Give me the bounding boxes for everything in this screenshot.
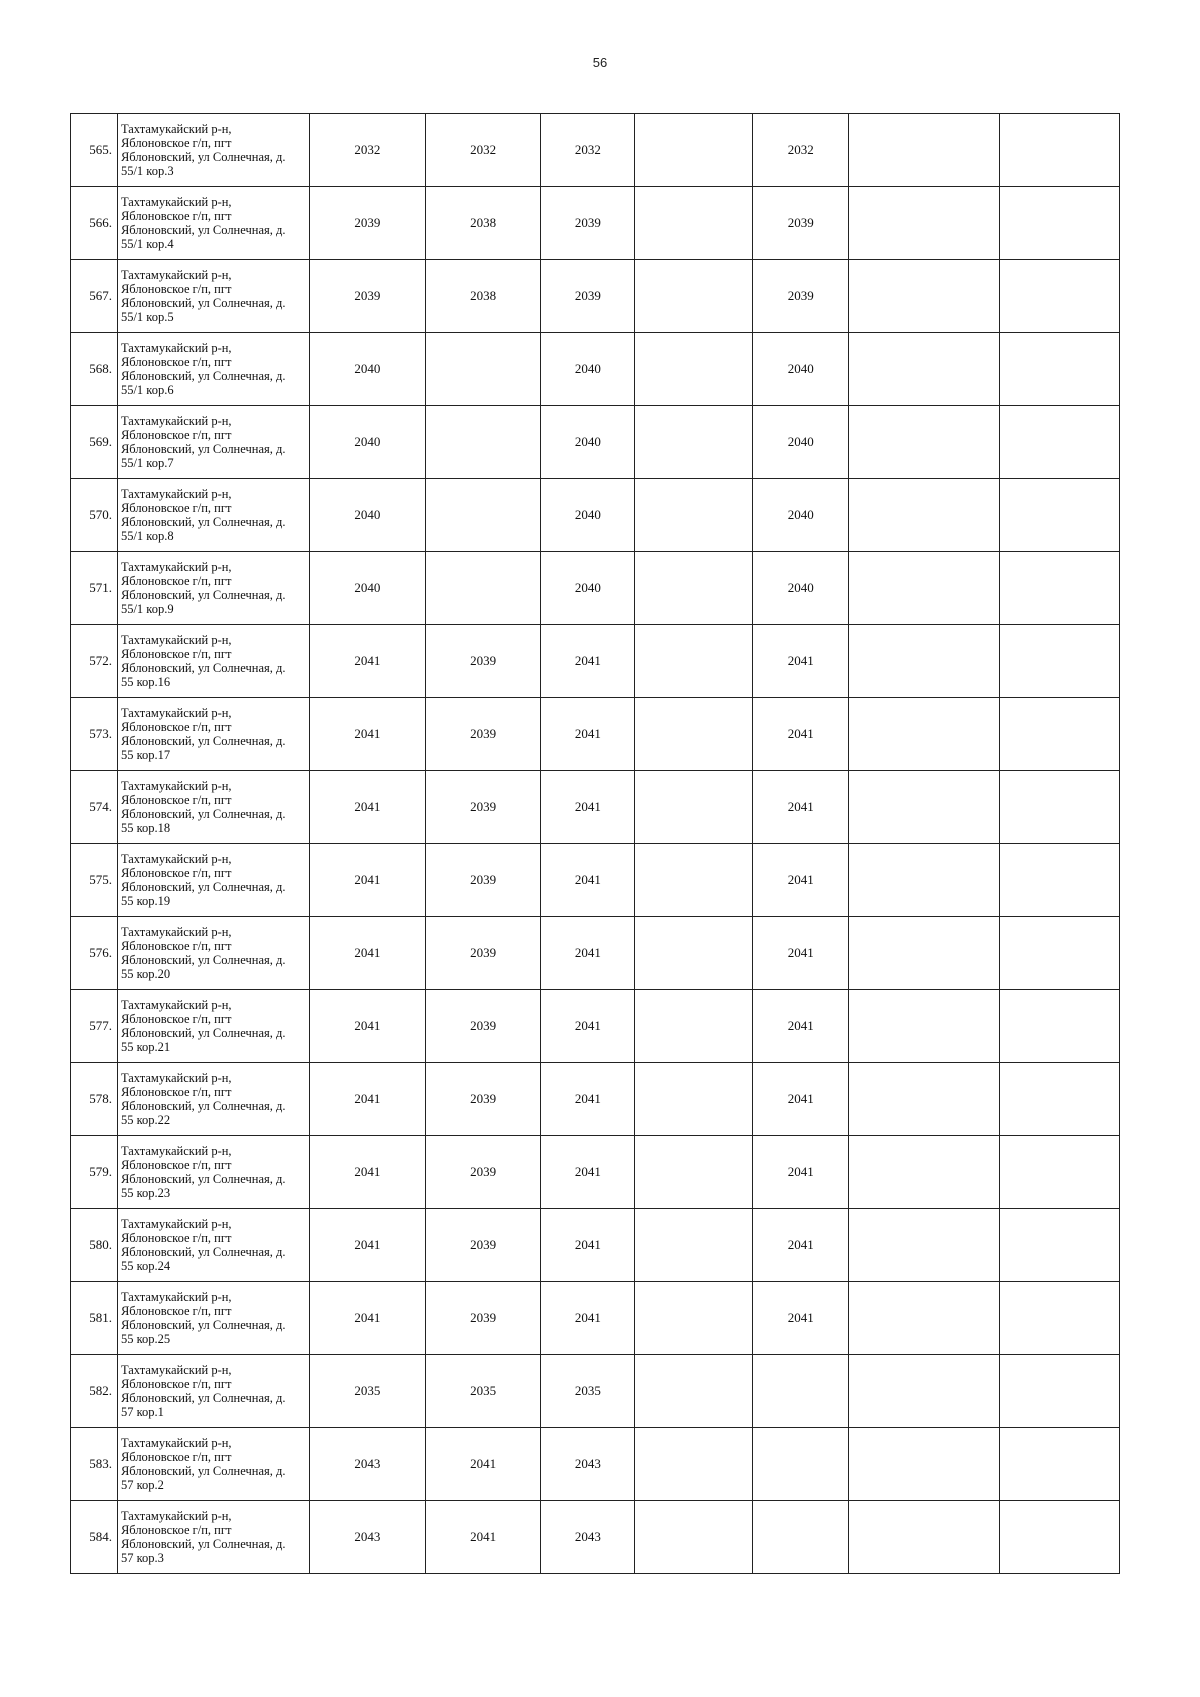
address-line: Тахтамукайский р-н,	[120, 852, 232, 866]
value-cell-5: 2040	[753, 479, 849, 552]
value-cell-1: 2041	[310, 1063, 426, 1136]
address-line: Яблоновский, ул Солнечная, д.	[120, 442, 286, 456]
value-cell-6	[849, 260, 1000, 333]
address-cell	[117, 333, 309, 406]
value-cell-5: 2041	[753, 625, 849, 698]
value-cell-5: 2032	[753, 114, 849, 187]
value-cell-6	[849, 1063, 1000, 1136]
value-cell-7	[999, 844, 1119, 917]
address-line: 57 кор.2	[120, 1478, 164, 1492]
row-number: 571.	[71, 552, 118, 625]
value-cell-1: 2040	[310, 406, 426, 479]
value-cell-3: 2039	[541, 260, 635, 333]
value-cell-2: 2035	[425, 1355, 541, 1428]
value-cell-2: 2039	[425, 1209, 541, 1282]
address-cell	[117, 1063, 309, 1136]
address-line: Яблоновское г/п, пгт	[120, 1085, 232, 1099]
row-number: 583.	[71, 1428, 118, 1501]
value-cell-2: 2038	[425, 187, 541, 260]
address-line: Яблоновское г/п, пгт	[120, 647, 232, 661]
value-cell-4	[635, 625, 753, 698]
address-line: Яблоновское г/п, пгт	[120, 1450, 232, 1464]
value-cell-6	[849, 552, 1000, 625]
value-cell-6	[849, 698, 1000, 771]
address-cell	[117, 1136, 309, 1209]
value-cell-7	[999, 1501, 1119, 1574]
value-cell-2: 2039	[425, 1282, 541, 1355]
address-line: Тахтамукайский р-н,	[120, 998, 232, 1012]
page-number: 56	[592, 55, 608, 70]
address-line: Яблоновское г/п, пгт	[120, 1523, 232, 1537]
address-line: 55 кор.21	[120, 1040, 171, 1054]
row-number: 579.	[71, 1136, 118, 1209]
value-cell-5: 2039	[753, 260, 849, 333]
address-line: Яблоновский, ул Солнечная, д.	[120, 880, 286, 894]
value-cell-7	[999, 917, 1119, 990]
value-cell-7	[999, 771, 1119, 844]
row-number: 584.	[71, 1501, 118, 1574]
row-number: 582.	[71, 1355, 118, 1428]
value-cell-6	[849, 625, 1000, 698]
address-line: Тахтамукайский р-н,	[120, 1217, 232, 1231]
value-cell-4	[635, 1355, 753, 1428]
address-line: Тахтамукайский р-н,	[120, 1509, 232, 1523]
address-line: Яблоновский, ул Солнечная, д.	[120, 1391, 286, 1405]
address-cell	[117, 1355, 309, 1428]
address-line: 55 кор.17	[120, 748, 171, 762]
table-row	[71, 771, 1120, 844]
address-line: Яблоновский, ул Солнечная, д.	[120, 1318, 286, 1332]
value-cell-5: 2040	[753, 406, 849, 479]
value-cell-2	[425, 552, 541, 625]
address-cell	[117, 1282, 309, 1355]
table-row	[71, 552, 1120, 625]
value-cell-3: 2041	[541, 771, 635, 844]
address-line: Яблоновский, ул Солнечная, д.	[120, 1026, 286, 1040]
value-cell-2	[425, 333, 541, 406]
row-number: 580.	[71, 1209, 118, 1282]
address-line: 55/1 кор.3	[120, 164, 174, 178]
value-cell-5: 2041	[753, 1063, 849, 1136]
value-cell-3: 2039	[541, 187, 635, 260]
address-line: Яблоновское г/п, пгт	[120, 939, 232, 953]
value-cell-1: 2041	[310, 844, 426, 917]
row-number: 576.	[71, 917, 118, 990]
address-line: Яблоновский, ул Солнечная, д.	[120, 1099, 286, 1113]
value-cell-6	[849, 114, 1000, 187]
address-cell	[117, 1501, 309, 1574]
value-cell-6	[849, 1136, 1000, 1209]
value-cell-7	[999, 1282, 1119, 1355]
table-row	[71, 479, 1120, 552]
address-line: Тахтамукайский р-н,	[120, 268, 232, 282]
address-line: Тахтамукайский р-н,	[120, 779, 232, 793]
address-line: Тахтамукайский р-н,	[120, 487, 232, 501]
value-cell-7	[999, 1063, 1119, 1136]
address-line: Яблоновское г/п, пгт	[120, 574, 232, 588]
value-cell-5: 2041	[753, 771, 849, 844]
value-cell-5: 2041	[753, 1209, 849, 1282]
value-cell-7	[999, 1355, 1119, 1428]
value-cell-1: 2040	[310, 333, 426, 406]
row-number: 581.	[71, 1282, 118, 1355]
value-cell-3: 2040	[541, 333, 635, 406]
value-cell-6	[849, 771, 1000, 844]
value-cell-2: 2039	[425, 625, 541, 698]
value-cell-4	[635, 771, 753, 844]
address-line: 55 кор.19	[120, 894, 171, 908]
table-row	[71, 187, 1120, 260]
address-cell	[117, 917, 309, 990]
value-cell-6	[849, 479, 1000, 552]
address-line: Яблоновский, ул Солнечная, д.	[120, 953, 286, 967]
address-line: Яблоновское г/п, пгт	[120, 866, 232, 880]
value-cell-4	[635, 114, 753, 187]
address-line: Яблоновский, ул Солнечная, д.	[120, 1537, 286, 1551]
address-cell	[117, 479, 309, 552]
value-cell-4	[635, 260, 753, 333]
address-line: 55/1 кор.4	[120, 237, 174, 251]
value-cell-3: 2041	[541, 917, 635, 990]
value-cell-6	[849, 1428, 1000, 1501]
value-cell-1: 2041	[310, 1282, 426, 1355]
value-cell-6	[849, 333, 1000, 406]
value-cell-4	[635, 1282, 753, 1355]
address-cell	[117, 260, 309, 333]
address-line: Тахтамукайский р-н,	[120, 1363, 232, 1377]
value-cell-4	[635, 406, 753, 479]
address-line: 55 кор.25	[120, 1332, 171, 1346]
row-number: 565.	[71, 114, 118, 187]
address-cell	[117, 771, 309, 844]
value-cell-3: 2035	[541, 1355, 635, 1428]
row-number: 575.	[71, 844, 118, 917]
table-row	[71, 333, 1120, 406]
value-cell-4	[635, 1063, 753, 1136]
address-line: Яблоновский, ул Солнечная, д.	[120, 296, 286, 310]
address-line: Яблоновское г/п, пгт	[120, 720, 232, 734]
address-line: Яблоновский, ул Солнечная, д.	[120, 1245, 286, 1259]
value-cell-2	[425, 479, 541, 552]
address-line: Яблоновское г/п, пгт	[120, 501, 232, 515]
address-line: 57 кор.3	[120, 1551, 164, 1565]
value-cell-5: 2041	[753, 698, 849, 771]
address-line: Тахтамукайский р-н,	[120, 633, 232, 647]
address-line: 55 кор.18	[120, 821, 171, 835]
value-cell-2: 2039	[425, 698, 541, 771]
value-cell-3: 2043	[541, 1501, 635, 1574]
row-number: 578.	[71, 1063, 118, 1136]
value-cell-4	[635, 1136, 753, 1209]
value-cell-5	[753, 1428, 849, 1501]
value-cell-7	[999, 479, 1119, 552]
address-line: 55/1 кор.9	[120, 602, 174, 616]
value-cell-6	[849, 406, 1000, 479]
value-cell-6	[849, 917, 1000, 990]
value-cell-5: 2041	[753, 990, 849, 1063]
table-row	[71, 114, 1120, 187]
row-number: 570.	[71, 479, 118, 552]
address-cell	[117, 406, 309, 479]
address-line: Яблоновское г/п, пгт	[120, 1158, 232, 1172]
row-number: 568.	[71, 333, 118, 406]
table-row	[71, 1501, 1120, 1574]
value-cell-6	[849, 1209, 1000, 1282]
table-row	[71, 1428, 1120, 1501]
table-row	[71, 917, 1120, 990]
address-cell	[117, 187, 309, 260]
value-cell-5: 2039	[753, 187, 849, 260]
value-cell-7	[999, 1428, 1119, 1501]
value-cell-2: 2041	[425, 1501, 541, 1574]
value-cell-3: 2040	[541, 479, 635, 552]
address-line: Яблоновский, ул Солнечная, д.	[120, 150, 286, 164]
address-cell	[117, 1209, 309, 1282]
address-line: 55 кор.24	[120, 1259, 171, 1273]
address-line: Яблоновский, ул Солнечная, д.	[120, 515, 286, 529]
address-line: 55/1 кор.7	[120, 456, 174, 470]
row-number: 572.	[71, 625, 118, 698]
address-line: Яблоновское г/п, пгт	[120, 355, 232, 369]
value-cell-3: 2041	[541, 1136, 635, 1209]
value-cell-5: 2040	[753, 552, 849, 625]
value-cell-7	[999, 1136, 1119, 1209]
address-line: Яблоновский, ул Солнечная, д.	[120, 734, 286, 748]
table-row	[71, 625, 1120, 698]
value-cell-7	[999, 698, 1119, 771]
address-line: Тахтамукайский р-н,	[120, 706, 232, 720]
address-line: Яблоновский, ул Солнечная, д.	[120, 223, 286, 237]
value-cell-4	[635, 479, 753, 552]
value-cell-7	[999, 990, 1119, 1063]
value-cell-5: 2041	[753, 844, 849, 917]
value-cell-4	[635, 917, 753, 990]
address-line: Яблоновское г/п, пгт	[120, 209, 232, 223]
value-cell-1: 2032	[310, 114, 426, 187]
value-cell-5: 2041	[753, 917, 849, 990]
value-cell-1: 2041	[310, 990, 426, 1063]
value-cell-1: 2039	[310, 260, 426, 333]
schedule-table	[70, 113, 1120, 1574]
value-cell-1: 2035	[310, 1355, 426, 1428]
table-row	[71, 844, 1120, 917]
row-number: 567.	[71, 260, 118, 333]
value-cell-2: 2041	[425, 1428, 541, 1501]
value-cell-4	[635, 333, 753, 406]
value-cell-6	[849, 187, 1000, 260]
address-line: Тахтамукайский р-н,	[120, 925, 232, 939]
value-cell-1: 2041	[310, 771, 426, 844]
value-cell-7	[999, 1209, 1119, 1282]
value-cell-6	[849, 1282, 1000, 1355]
address-line: Яблоновское г/п, пгт	[120, 428, 232, 442]
row-number: 573.	[71, 698, 118, 771]
row-number: 574.	[71, 771, 118, 844]
value-cell-2: 2038	[425, 260, 541, 333]
address-line: Тахтамукайский р-н,	[120, 414, 232, 428]
value-cell-2	[425, 406, 541, 479]
table-row	[71, 1355, 1120, 1428]
value-cell-6	[849, 1355, 1000, 1428]
address-line: Тахтамукайский р-н,	[120, 122, 232, 136]
address-line: Яблоновский, ул Солнечная, д.	[120, 1172, 286, 1186]
address-line: 55/1 кор.8	[120, 529, 174, 543]
value-cell-1: 2043	[310, 1501, 426, 1574]
table-row	[71, 1136, 1120, 1209]
address-line: Тахтамукайский р-н,	[120, 1436, 232, 1450]
address-cell	[117, 625, 309, 698]
address-line: 55 кор.16	[120, 675, 171, 689]
value-cell-3: 2041	[541, 1282, 635, 1355]
value-cell-1: 2040	[310, 479, 426, 552]
value-cell-3: 2032	[541, 114, 635, 187]
address-line: Яблоновское г/п, пгт	[120, 1012, 232, 1026]
value-cell-2: 2039	[425, 917, 541, 990]
value-cell-3: 2041	[541, 625, 635, 698]
value-cell-2: 2032	[425, 114, 541, 187]
address-line: Тахтамукайский р-н,	[120, 1071, 232, 1085]
address-cell	[117, 552, 309, 625]
value-cell-4	[635, 844, 753, 917]
value-cell-4	[635, 990, 753, 1063]
value-cell-1: 2039	[310, 187, 426, 260]
value-cell-5: 2041	[753, 1282, 849, 1355]
value-cell-7	[999, 187, 1119, 260]
value-cell-7	[999, 625, 1119, 698]
table-row	[71, 1209, 1120, 1282]
address-line: 55 кор.20	[120, 967, 171, 981]
address-cell	[117, 844, 309, 917]
row-number: 566.	[71, 187, 118, 260]
address-line: Тахтамукайский р-н,	[120, 1290, 232, 1304]
table-row	[71, 260, 1120, 333]
table-row	[71, 1282, 1120, 1355]
address-line: 55 кор.23	[120, 1186, 171, 1200]
value-cell-5	[753, 1501, 849, 1574]
table-row	[71, 406, 1120, 479]
address-line: 55 кор.22	[120, 1113, 171, 1127]
value-cell-5: 2040	[753, 333, 849, 406]
value-cell-2: 2039	[425, 1136, 541, 1209]
value-cell-1: 2041	[310, 1136, 426, 1209]
address-line: Тахтамукайский р-н,	[120, 1144, 232, 1158]
table-row	[71, 698, 1120, 771]
address-cell	[117, 698, 309, 771]
value-cell-2: 2039	[425, 844, 541, 917]
value-cell-6	[849, 990, 1000, 1063]
value-cell-2: 2039	[425, 771, 541, 844]
value-cell-3: 2041	[541, 1063, 635, 1136]
value-cell-4	[635, 1209, 753, 1282]
value-cell-3: 2041	[541, 990, 635, 1063]
address-line: Яблоновский, ул Солнечная, д.	[120, 588, 286, 602]
value-cell-4	[635, 698, 753, 771]
address-line: 57 кор.1	[120, 1405, 164, 1419]
address-line: 55/1 кор.6	[120, 383, 174, 397]
value-cell-4	[635, 187, 753, 260]
value-cell-3: 2040	[541, 552, 635, 625]
address-line: Яблоновское г/п, пгт	[120, 793, 232, 807]
value-cell-5: 2041	[753, 1136, 849, 1209]
value-cell-4	[635, 1428, 753, 1501]
value-cell-1: 2041	[310, 625, 426, 698]
table-row	[71, 990, 1120, 1063]
address-line: Яблоновское г/п, пгт	[120, 136, 232, 150]
value-cell-7	[999, 260, 1119, 333]
value-cell-3: 2041	[541, 698, 635, 771]
row-number: 577.	[71, 990, 118, 1063]
value-cell-7	[999, 552, 1119, 625]
address-line: Яблоновское г/п, пгт	[120, 1377, 232, 1391]
value-cell-7	[999, 406, 1119, 479]
address-line: Яблоновский, ул Солнечная, д.	[120, 369, 286, 383]
table-body	[71, 114, 1120, 1574]
address-cell	[117, 990, 309, 1063]
value-cell-1: 2041	[310, 698, 426, 771]
address-line: Яблоновское г/п, пгт	[120, 1304, 232, 1318]
address-line: Яблоновский, ул Солнечная, д.	[120, 661, 286, 675]
value-cell-4	[635, 552, 753, 625]
value-cell-1: 2040	[310, 552, 426, 625]
value-cell-2: 2039	[425, 990, 541, 1063]
address-line: Яблоновский, ул Солнечная, д.	[120, 807, 286, 821]
value-cell-5	[753, 1355, 849, 1428]
value-cell-3: 2040	[541, 406, 635, 479]
address-line: 55/1 кор.5	[120, 310, 174, 324]
value-cell-1: 2041	[310, 1209, 426, 1282]
value-cell-7	[999, 333, 1119, 406]
address-line: Тахтамукайский р-н,	[120, 560, 232, 574]
address-cell	[117, 114, 309, 187]
value-cell-3: 2041	[541, 844, 635, 917]
value-cell-1: 2041	[310, 917, 426, 990]
value-cell-4	[635, 1501, 753, 1574]
row-number: 569.	[71, 406, 118, 479]
address-line: Яблоновское г/п, пгт	[120, 1231, 232, 1245]
address-line: Яблоновское г/п, пгт	[120, 282, 232, 296]
value-cell-3: 2043	[541, 1428, 635, 1501]
address-line: Тахтамукайский р-н,	[120, 195, 232, 209]
table-row	[71, 1063, 1120, 1136]
value-cell-1: 2043	[310, 1428, 426, 1501]
address-line: Тахтамукайский р-н,	[120, 341, 232, 355]
value-cell-6	[849, 844, 1000, 917]
address-line: Яблоновский, ул Солнечная, д.	[120, 1464, 286, 1478]
value-cell-7	[999, 114, 1119, 187]
value-cell-6	[849, 1501, 1000, 1574]
address-cell	[117, 1428, 309, 1501]
value-cell-3: 2041	[541, 1209, 635, 1282]
value-cell-2: 2039	[425, 1063, 541, 1136]
